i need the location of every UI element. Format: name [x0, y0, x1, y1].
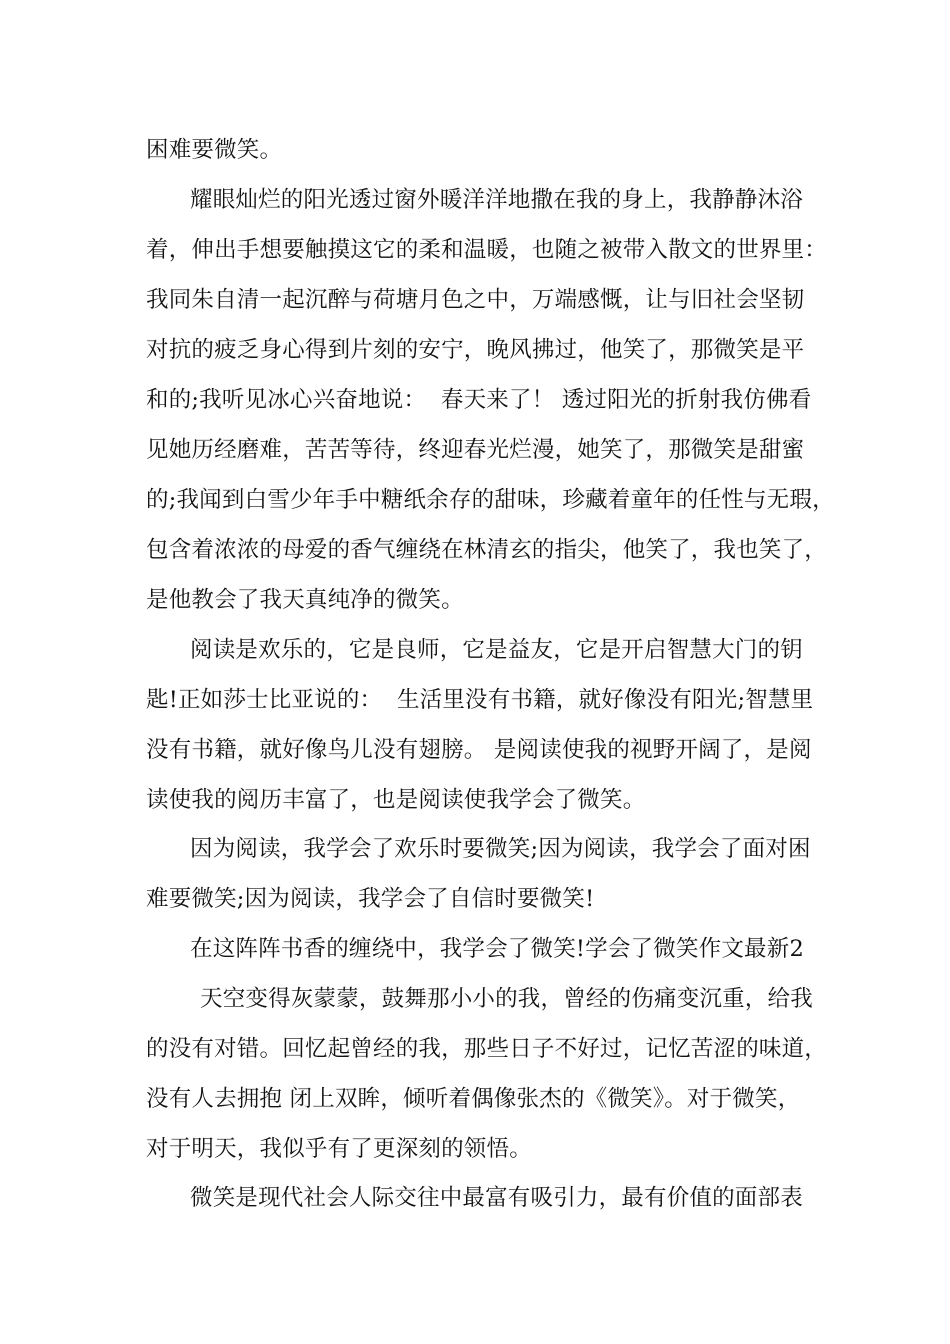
text-line: 微笑是现代社会人际交往中最富有吸引力，最有价值的面部表 — [190, 1185, 803, 1211]
text-line: 对抗的疲乏身心得到片刻的安宁，晚风拂过，他笑了，那微笑是平 — [146, 337, 805, 363]
text-line: 天空变得灰蒙蒙，鼓舞那小小的我，曾经的伤痛变沉重，给我 — [200, 986, 813, 1012]
text-line: 耀眼灿烂的阳光透过窗外暖洋洋地撒在我的身上，我静静沐浴 — [190, 187, 803, 213]
text-line: 困难要微笑。 — [146, 137, 283, 163]
text-line: 在这阵阵书香的缠绕中，我学会了微笑!学会了微笑作文最新2 — [190, 936, 804, 962]
text-line: 匙!正如莎士比亚说的： 生活里没有书籍，就好像没有阳光;智慧里 — [146, 687, 814, 713]
text-line: 的;我闻到白雪少年手中糖纸余存的甜味，珍藏着童年的任性与无瑕， — [146, 487, 835, 513]
text-line: 难要微笑;因为阅读，我学会了自信时要微笑! — [146, 886, 595, 912]
text-line: 见她历经磨难，苦苦等待，终迎春光烂漫，她笑了，那微笑是甜蜜 — [146, 437, 805, 463]
text-line: 读使我的阅历丰富了，也是阅读使我学会了微笑。 — [146, 787, 646, 813]
text-line: 我同朱自清一起沉醉与荷塘月色之中，万端感慨，让与旧社会坚韧 — [146, 287, 805, 313]
text-line: 着，伸出手想要触摸这它的柔和温暖，也随之被带入散文的世界里： — [146, 237, 828, 263]
text-line: 对于明天，我似乎有了更深刻的领悟。 — [146, 1136, 532, 1162]
text-line: 因为阅读，我学会了欢乐时要微笑;因为阅读，我学会了面对困 — [190, 836, 811, 862]
text-line: 没有人去拥抱 闭上双眸，倾听着偶像张杰的《微笑》。对于微笑， — [146, 1086, 801, 1112]
text-line: 包含着浓浓的母爱的香气缠绕在林清玄的指尖，他笑了，我也笑了， — [146, 537, 828, 563]
text-line: 的没有对错。回忆起曾经的我，那些日子不好过，记忆苦涩的味道， — [146, 1036, 828, 1062]
text-line: 和的;我听见冰心兴奋地说： 春天来了！ 透过阳光的折射我仿佛看 — [146, 387, 812, 413]
text-line: 阅读是欢乐的，它是良师，它是益友，它是开启智慧大门的钥 — [190, 637, 803, 663]
text-line: 是他教会了我天真纯净的微笑。 — [146, 587, 464, 613]
text-line: 没有书籍，就好像鸟儿没有翅膀。 是阅读使我的视野开阔了，是阅 — [146, 737, 812, 763]
